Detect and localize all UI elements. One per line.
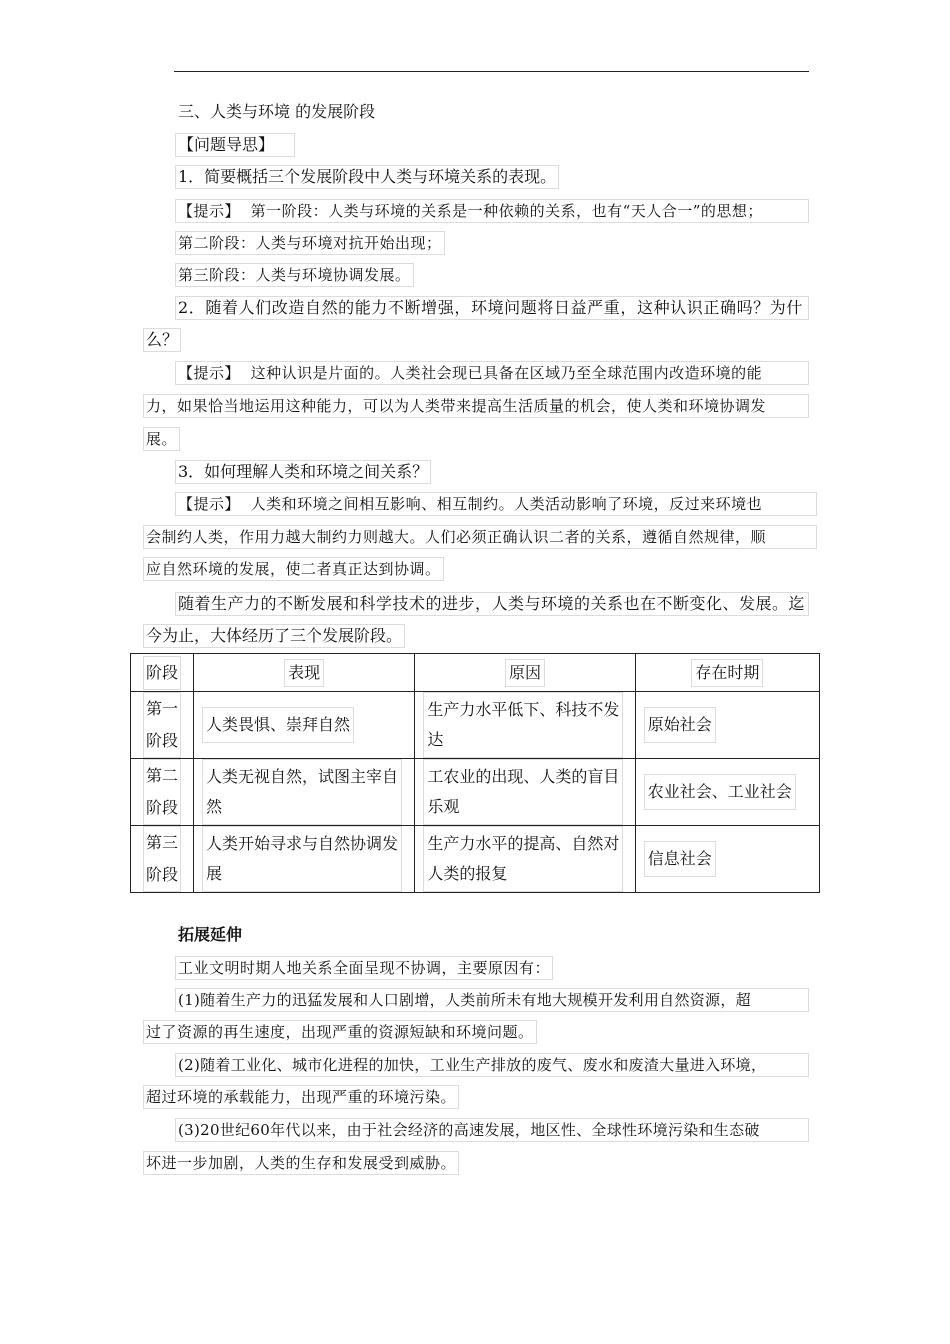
extension-item-2-line-1: (2)随着工业化、城市化进程的加快，工业生产排放的废气、废水和废渣大量进入环境， bbox=[175, 1053, 809, 1077]
extension-lead: 工业文明时期人地关系全面呈现不协调，主要原因有： bbox=[175, 956, 553, 980]
reason-text: 生产力水平低下、科技不发 达 bbox=[423, 692, 623, 758]
answer-1-line-2: 第二阶段：人类与环境对抗开始出现； bbox=[175, 231, 445, 255]
answer-3-line-3: 应自然环境的发展，使二者真正达到协调。 bbox=[143, 557, 444, 581]
header-cell bbox=[415, 654, 635, 692]
extension-item-2-line-2: 超过环境的承载能力，出现严重的环境污染。 bbox=[143, 1085, 459, 1109]
answer-text: 第一阶段：人类与环境的关系是一种依赖的关系，也有“天人合一”的思想； bbox=[250, 202, 763, 220]
header-performance: 表现 bbox=[284, 659, 324, 687]
table-header-row bbox=[131, 654, 820, 692]
answer-2-line-2: 力，如果恰当地运用这种能力，可以为人类带来提高生活质量的机会，使人类和环境协调发 bbox=[143, 394, 809, 418]
tip-label: 【提示】 bbox=[178, 202, 241, 220]
answer-text: 人类和环境之间相互影响、相互制约。人类活动影响了环境，反过来环境也 bbox=[250, 495, 763, 513]
answer-3-line-1 bbox=[175, 492, 817, 516]
header-period: 存在时期 bbox=[691, 659, 763, 687]
header-cell bbox=[131, 654, 194, 692]
table-row bbox=[131, 692, 820, 759]
header-cell bbox=[193, 654, 414, 692]
extension-title: 拓展延伸 bbox=[178, 925, 243, 944]
intro-line-1: 随着生产力的不断发展和科学技术的进步，人类与环境的关系也在不断变化、发展。迄 bbox=[175, 592, 809, 616]
period-cell bbox=[635, 759, 819, 826]
answer-1-line-3: 第三阶段：人类与环境协调发展。 bbox=[175, 263, 414, 287]
extension-item-1-line-2: 过了资源的再生速度，出现严重的资源短缺和环境问题。 bbox=[143, 1020, 537, 1044]
question-2-line-2: 么？ bbox=[143, 328, 181, 352]
answer-text: 这种认识是片面的。人类社会现已具备在区域乃至全球范围内改造环境的能 bbox=[250, 364, 763, 382]
question-1: 1．简要概括三个发展阶段中人类与环境关系的表现。 bbox=[175, 165, 559, 189]
extension-item-1-line-1: (1)随着生产力的迅猛发展和人口剧增，人类前所未有地大规模开发利用自然资源，超 bbox=[175, 988, 809, 1012]
stage-cell bbox=[131, 826, 194, 893]
period-text: 原始社会 bbox=[644, 707, 716, 743]
answer-1-line-1 bbox=[175, 199, 809, 223]
reason-cell bbox=[415, 759, 635, 826]
question-2-line-1: 2．随着人们改造自然的能力不断增强，环境问题将日益严重，这种认识正确吗？为什 bbox=[175, 296, 809, 320]
question-3: 3．如何理解人类和环境之间关系？ bbox=[175, 460, 431, 484]
performance-cell bbox=[193, 826, 414, 893]
header-cell bbox=[635, 654, 819, 692]
performance-cell bbox=[193, 692, 414, 759]
tip-label: 【提示】 bbox=[178, 495, 241, 513]
table-row bbox=[131, 759, 820, 826]
stage-text: 第二 阶段 bbox=[143, 759, 181, 825]
period-cell bbox=[635, 826, 819, 893]
performance-text: 人类无视自然，试图主宰自 然 bbox=[202, 759, 402, 825]
extension-item-3-line-1: (3)20世纪60年代以来，由于社会经济的高速发展，地区性、全球性环境污染和生态破 bbox=[175, 1118, 809, 1142]
performance-text: 人类畏惧、崇拜自然 bbox=[202, 707, 354, 743]
guide-label: 【问题导思】 bbox=[175, 133, 295, 157]
reason-cell bbox=[415, 692, 635, 759]
header-rule bbox=[174, 71, 809, 72]
reason-cell bbox=[415, 826, 635, 893]
stages-table bbox=[130, 653, 820, 893]
stage-text: 第一 阶段 bbox=[143, 692, 181, 758]
section-title: 三、人类与环境 的发展阶段 bbox=[178, 102, 376, 121]
answer-2-line-1 bbox=[175, 361, 809, 385]
table-row bbox=[131, 826, 820, 893]
stage-cell bbox=[131, 692, 194, 759]
period-text: 信息社会 bbox=[644, 841, 716, 877]
reason-text: 生产力水平的提高、自然对 人类的报复 bbox=[423, 826, 623, 892]
stage-cell bbox=[131, 759, 194, 826]
stage-text: 第三 阶段 bbox=[143, 826, 181, 892]
header-reason: 原因 bbox=[505, 659, 545, 687]
reason-text: 工农业的出现、人类的盲目 乐观 bbox=[423, 759, 623, 825]
performance-text: 人类开始寻求与自然协调发 展 bbox=[202, 826, 402, 892]
answer-3-line-2: 会制约人类，作用力越大制约力则越大。人们必须正确认识二者的关系，遵循自然规律，顺 bbox=[143, 525, 817, 549]
answer-2-line-3: 展。 bbox=[143, 427, 180, 451]
header-stage: 阶段 bbox=[143, 656, 181, 690]
intro-line-2: 今为止，大体经历了三个发展阶段。 bbox=[143, 624, 405, 648]
extension-item-3-line-2: 坏进一步加剧，人类的生存和发展受到威胁。 bbox=[143, 1151, 459, 1175]
period-cell bbox=[635, 692, 819, 759]
tip-label: 【提示】 bbox=[178, 364, 241, 382]
performance-cell bbox=[193, 759, 414, 826]
period-text: 农业社会、工业社会 bbox=[644, 774, 796, 810]
